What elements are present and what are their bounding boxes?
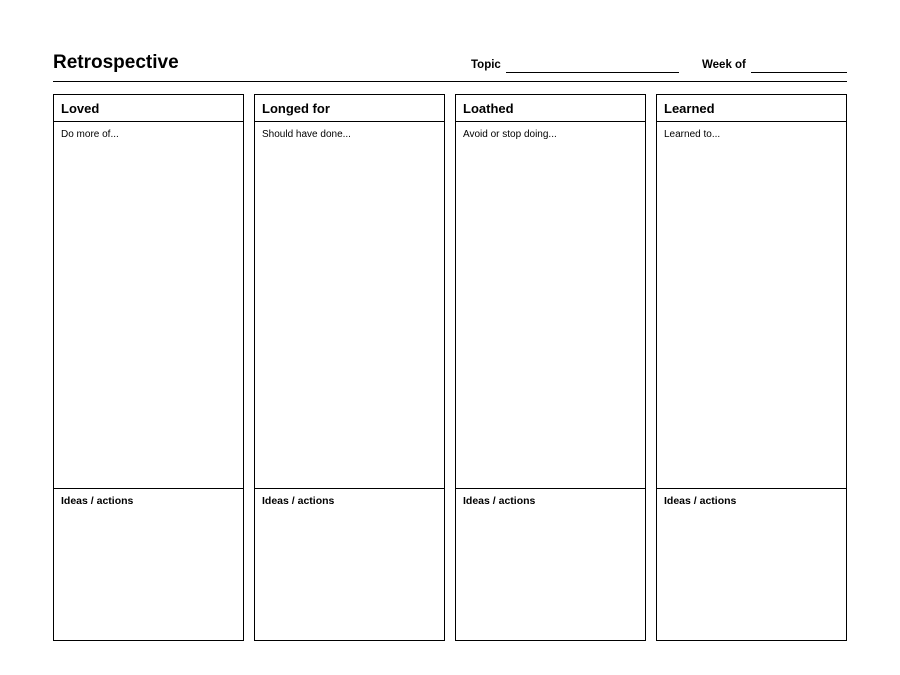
column-header <box>456 95 645 122</box>
column-header <box>657 95 846 122</box>
ideas-actions-label: Ideas / actions <box>463 495 536 507</box>
column-prompt: Learned to... <box>664 129 721 140</box>
page-title: Retrospective <box>53 52 179 73</box>
column-divider <box>657 488 846 489</box>
ideas-actions-label: Ideas / actions <box>61 495 134 507</box>
column-divider <box>456 488 645 489</box>
topic-input-line[interactable] <box>506 72 679 73</box>
column-title: Loathed <box>463 101 514 116</box>
header-divider <box>53 81 847 82</box>
topic-label: Topic <box>471 59 501 71</box>
column-divider <box>54 488 243 489</box>
column-prompt: Avoid or stop doing... <box>463 129 557 140</box>
week-of-field[interactable] <box>702 58 847 74</box>
column-learned <box>656 94 847 641</box>
column-title: Loved <box>61 101 100 116</box>
column-prompt: Do more of... <box>61 129 119 140</box>
week-of-label: Week of <box>702 59 746 71</box>
column-loved <box>53 94 244 641</box>
ideas-actions-label: Ideas / actions <box>262 495 335 507</box>
column-prompt: Should have done... <box>262 129 351 140</box>
column-loathed <box>455 94 646 641</box>
column-title: Longed for <box>262 101 330 116</box>
column-header <box>255 95 444 122</box>
column-title: Learned <box>664 101 715 116</box>
column-longed-for <box>254 94 445 641</box>
column-divider <box>255 488 444 489</box>
ideas-actions-label: Ideas / actions <box>664 495 737 507</box>
column-header <box>54 95 243 122</box>
week-of-input-line[interactable] <box>751 72 847 73</box>
topic-field[interactable] <box>471 58 679 74</box>
